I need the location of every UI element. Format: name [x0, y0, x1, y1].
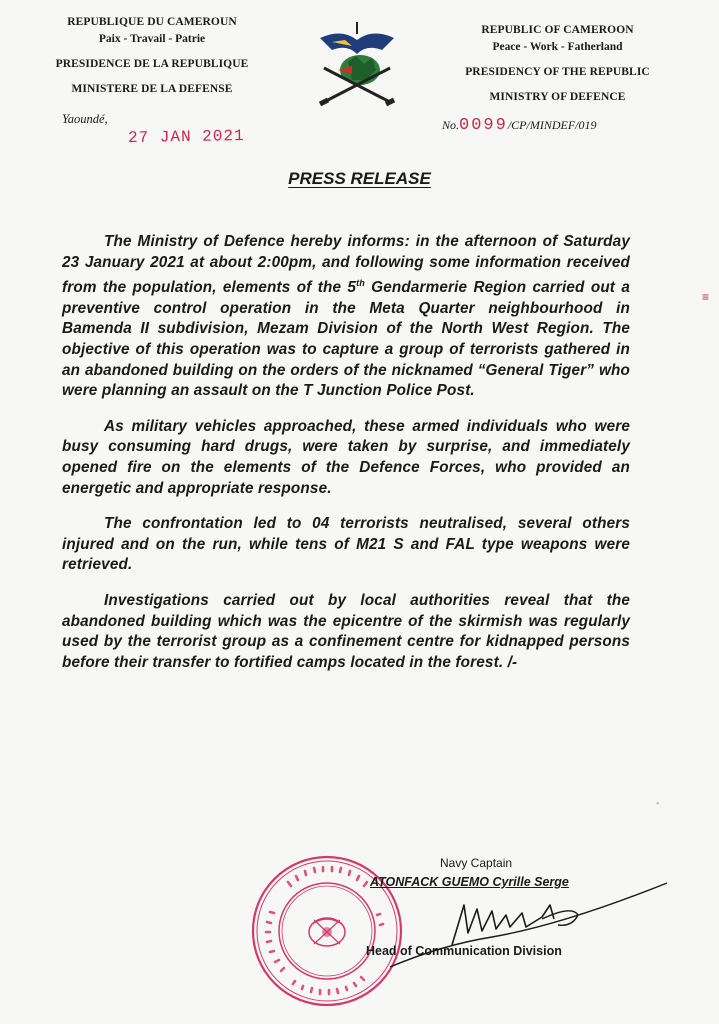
reference-suffix: /CP/MINDEF/019 — [507, 118, 597, 132]
place: Yaoundé, — [62, 112, 108, 126]
signatory-name: ATONFACK GUEMO Cyrille Serge — [370, 875, 569, 889]
header-right — [455, 22, 660, 106]
ministry-en: MINISTRY OF DEFENCE — [489, 91, 626, 103]
ministry-fr: MINISTERE DE LA DEFENSE — [71, 83, 233, 95]
presidency-en: PRESIDENCY OF THE REPUBLIC — [465, 66, 650, 78]
country-en: REPUBLIC OF CAMEROON — [481, 24, 634, 36]
date-stamp: 27 JAN 2021 — [127, 126, 245, 148]
motto-en: Peace - Work - Fatherland — [492, 41, 623, 53]
paragraph-2: As military vehicles approached, these armed individuals who were busy consuming hard drugs, were taken by surprise, and immediately opened fire on the elements of the Defence Forces, who provided an energetic and appropriate response. — [62, 417, 630, 497]
presidency-fr: PRESIDENCE DE LA REPUBLIQUE — [55, 58, 249, 70]
coat-of-arms-icon — [312, 20, 402, 112]
motto-fr: Paix - Travail - Patrie — [98, 33, 206, 45]
paragraph-1: The Ministry of Defence hereby informs: in the afternoon of Saturday 23 January 2021 at about 2:00pm, and following some information received from the population, elements of the 5th Gendarmerie Region carried out a preventive control operation in the Meta Quarter neighbourhood in Bamenda II subdivision, Mezam Division of the North West Region. The objective of this operation was to capture a group of terrorists gathered in an abandoned building on the orders of the nicknamed “General Tiger” who were planning an assault on the T Junction Police Post. — [62, 233, 630, 400]
reference-number — [442, 116, 597, 135]
press-release-body — [62, 232, 630, 688]
reference-number-stamp: 0099 — [459, 116, 508, 135]
margin-mark-2: - — [656, 798, 660, 809]
country-fr: REPUBLIQUE DU CAMEROUN — [67, 16, 237, 28]
paragraph-4: Investigations carried out by local authorities reveal that the abandoned building which was the epicentre of the skirmish was regularly used by the terrorist group as a confinement centre for kidnapped persons before their transfer to fortified camps located in the forest. /- — [62, 592, 630, 671]
reference-prefix: No. — [442, 118, 460, 132]
handwritten-signature — [382, 875, 672, 975]
paragraph-3: The confrontation led to 04 terrorists neutralised, several others injured and on the run, while tens of M21 S and FAL type weapons were retrieved. — [62, 515, 630, 574]
signatory-position: Head of Communication Division — [366, 944, 562, 958]
margin-mark: ≡ — [702, 290, 710, 304]
signatory-rank: Navy Captain — [440, 856, 513, 870]
header-left — [52, 14, 252, 98]
document-title: PRESS RELEASE — [288, 169, 431, 188]
